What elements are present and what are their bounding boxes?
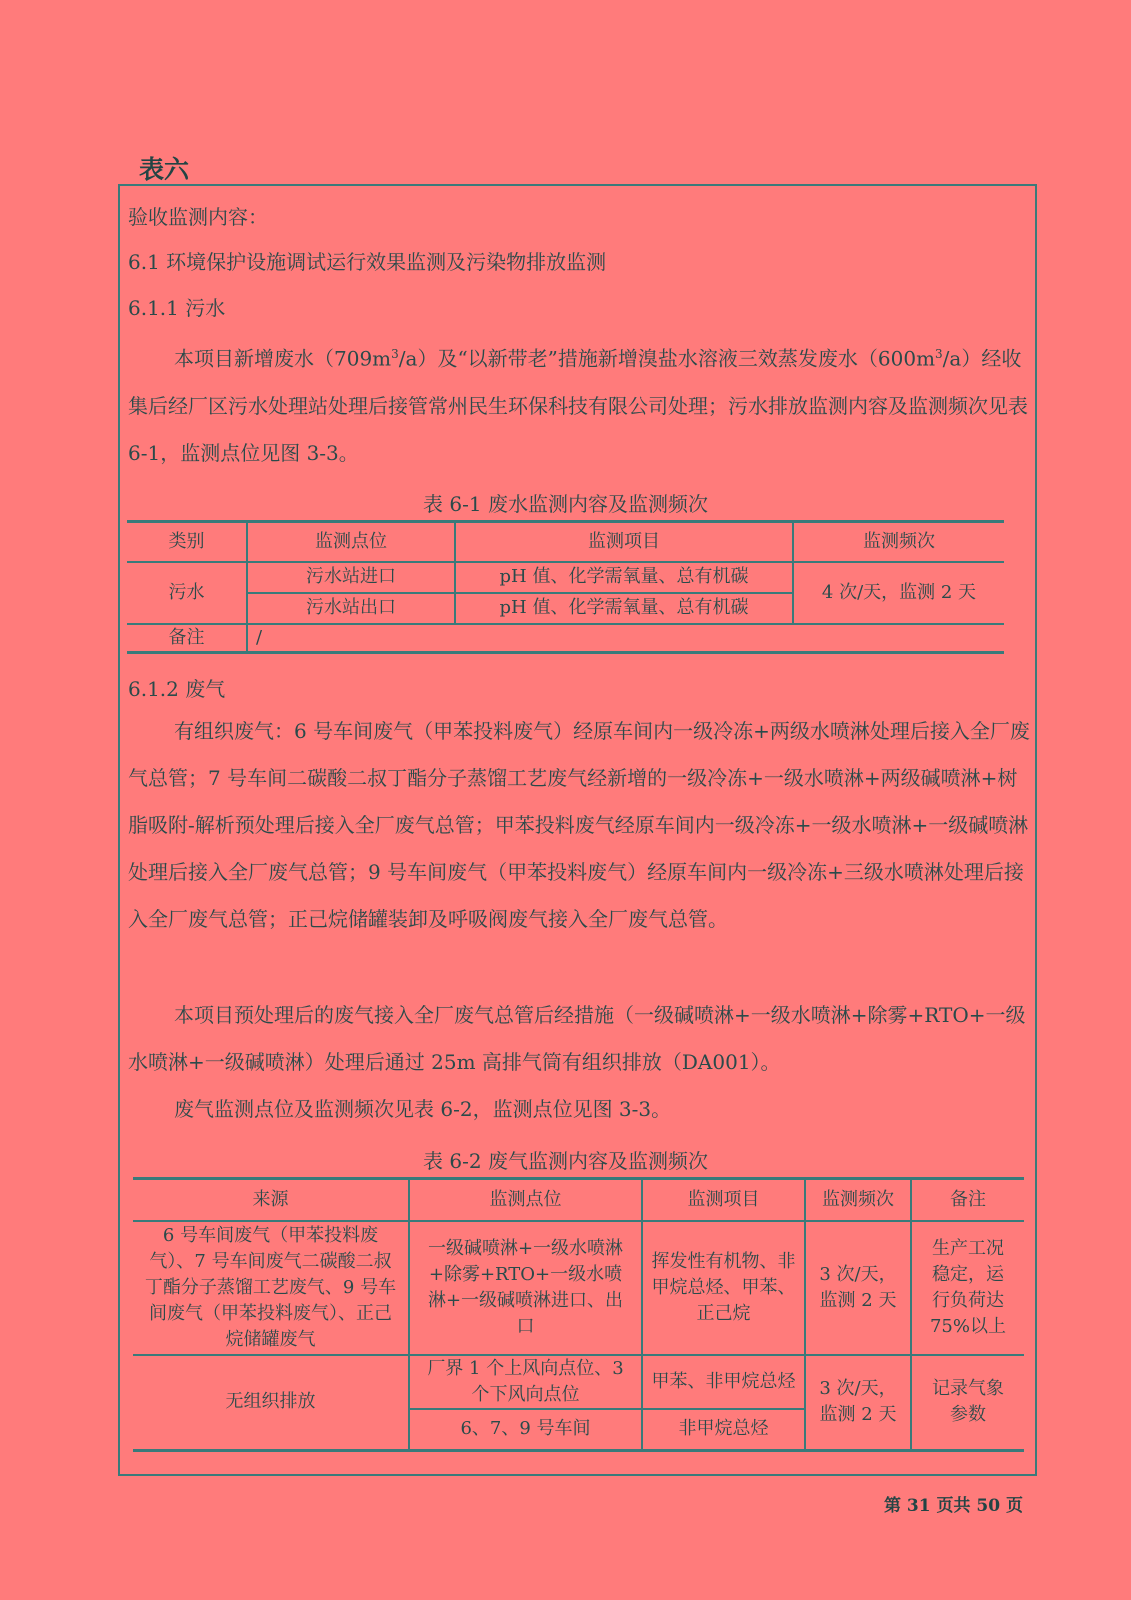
- page-number: 第 31 页共 50 页: [884, 1496, 1023, 1516]
- table-cell: 污水: [127, 562, 247, 624]
- wastewater-paragraph: 本项目新增废水$(709m^3/a)$及“以新带老”措施新增溴盐水溶液三效蒸发废水$(600m^3/a)$经收集后经厂区污水处理站处理后接管常州民生环保科技有限公司处理；污水排放监测内容及监测频次见表 6-1，监测点位见图 3-3。: [128, 346, 1028, 465]
- table-cell: 生产工况稳定，运行负荷达 75%以上: [911, 1221, 1024, 1355]
- table-header: 监测项目: [455, 522, 793, 562]
- table-cell: 3 次/天，监测 2 天: [805, 1355, 911, 1451]
- monitoring-paragraph: 废气监测点位及监测频次见表 6-2，监测点位见图 3-3。: [174, 1097, 672, 1121]
- table-cell: 厂界 1 个上风向点位、3 个下风向点位: [409, 1355, 642, 1409]
- table-cell: pH 值、化学需氧量、总有机碳: [455, 562, 793, 593]
- table-cell: 备注: [127, 624, 247, 653]
- section-6-1-2-title: 6.1.2 废气: [128, 677, 226, 701]
- table-cell: 无组织排放: [133, 1355, 409, 1451]
- table-header: 监测频次: [793, 522, 1004, 562]
- treatment-paragraph: 本项目预处理后的废气接入全厂废气总管后经措施（一级碱喷淋+一级水喷淋+除雾+RTO+一级水喷淋+一级碱喷淋）处理后通过 25m 高排气筒有组织排放（DA001）。: [128, 1003, 1026, 1074]
- table-header: 监测项目: [642, 1179, 805, 1221]
- wastewater-table: [127, 520, 1004, 654]
- section-6-1-title: 6.1 环境保护设施调试运行效果监测及污染物排放监测: [128, 250, 607, 274]
- table-cell: 非甲烷总烃: [642, 1409, 805, 1451]
- table-6-1-caption: 表 6-1 废水监测内容及监测频次: [423, 492, 708, 516]
- table-header: 备注: [911, 1179, 1024, 1221]
- table-cell: 记录气象参数: [911, 1355, 1024, 1451]
- section-6-1-1-title: 6.1.1 污水: [128, 296, 226, 320]
- table-cell: 3 次/天，监测 2 天: [805, 1221, 911, 1355]
- table-cell: 4 次/天，监测 2 天: [793, 562, 1004, 624]
- table-cell: /: [247, 624, 1004, 653]
- table-cell: 一级碱喷淋+一级水喷淋+除雾+RTO+一级水喷淋+一级碱喷淋进口、出口: [409, 1221, 642, 1355]
- table-cell: 6 号车间废气（甲苯投料废气）、7 号车间废气二碳酸二叔丁酯分子蒸馏工艺废气、9 号车间废气（甲苯投料废气）、正己烷储罐废气: [133, 1221, 409, 1355]
- waste-gas-table: [133, 1177, 1024, 1452]
- table-cell: 甲苯、非甲烷总烃: [642, 1355, 805, 1409]
- table-cell: 污水站出口: [247, 593, 455, 624]
- table-6-2-caption: 表 6-2 废气监测内容及监测频次: [423, 1149, 708, 1173]
- table-cell: 污水站进口: [247, 562, 455, 593]
- table-header: 监测点位: [409, 1179, 642, 1221]
- section-heading: 验收监测内容：: [128, 205, 268, 229]
- table-cell: 挥发性有机物、非甲烷总烃、甲苯、正己烷: [642, 1221, 805, 1355]
- organized-gas-paragraph: 有组织废气：6 号车间废气（甲苯投料废气）经原车间内一级冷冻+两级水喷淋处理后接入全厂废气总管；7 号车间二碳酸二叔丁酯分子蒸馏工艺废气经新增的一级冷冻+一级水喷淋+两级碱喷淋+树脂吸附-解析预处理后接入全厂废气总管；甲苯投料废气经原车间内一级冷冻+一级水喷淋+一级碱喷淋处理后接入全厂废气总管；9 号车间废气（甲苯投料废气）经原车间内一级冷冻+三级水喷淋处理后接入全厂废气总管；正己烷储罐装卸及呼吸阀废气接入全厂废气总管。: [128, 719, 1030, 931]
- page-title: 表六: [139, 155, 190, 184]
- table-header: 监测频次: [805, 1179, 911, 1221]
- table-header: 类别: [127, 522, 247, 562]
- table-cell: 6、7、9 号车间: [409, 1409, 642, 1451]
- table-header: 来源: [133, 1179, 409, 1221]
- table-header: 监测点位: [247, 522, 455, 562]
- table-cell: pH 值、化学需氧量、总有机碳: [455, 593, 793, 624]
